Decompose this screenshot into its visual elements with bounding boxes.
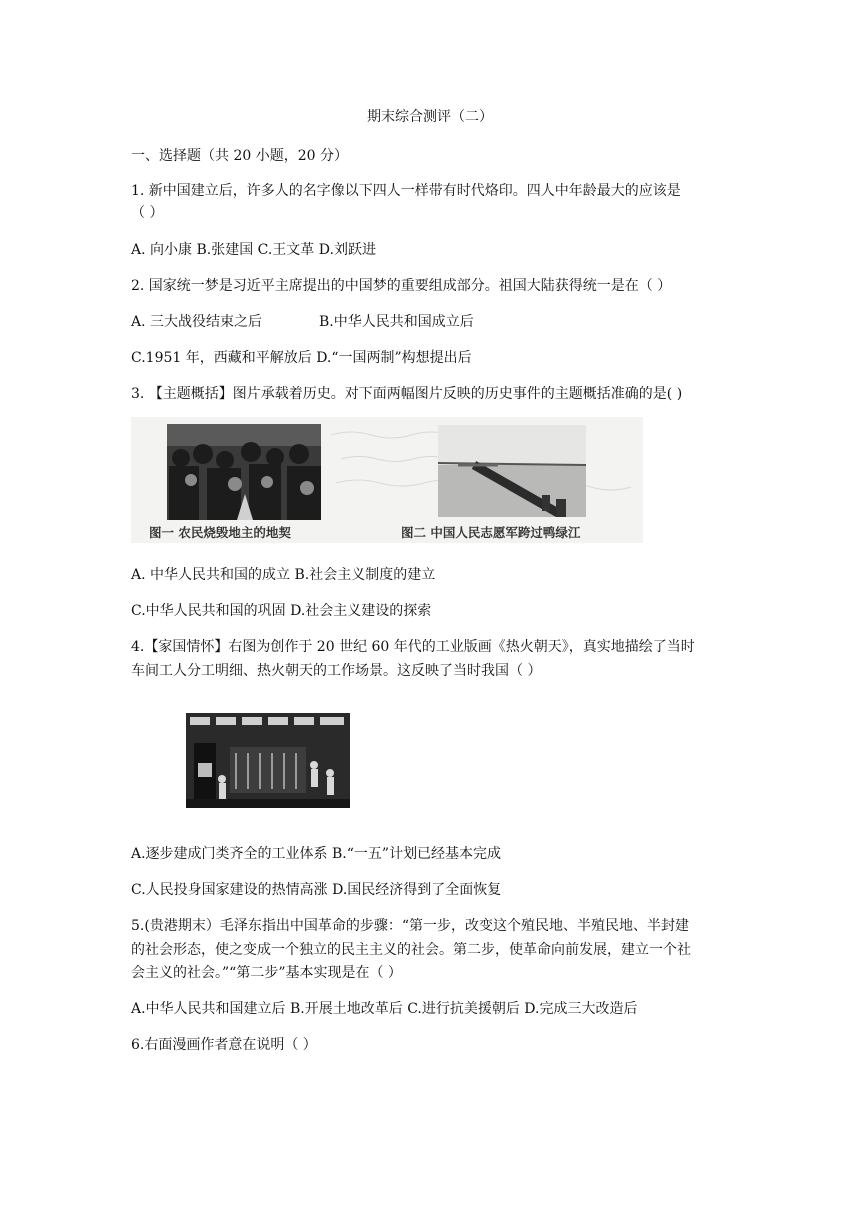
figure2-caption: 图二 中国人民志愿军跨过鸭绿江 <box>401 525 581 540</box>
q2-options-line2: C.1951 年，西藏和平解放后 D.“一国两制”构想提出后 <box>131 350 472 366</box>
q5-stem-line3: 会主义的社会。”“第二步”基本实现是在（ ） <box>131 965 402 981</box>
photo-volunteers-crossing-yalu <box>438 425 586 517</box>
woodcut-print-image <box>186 713 350 808</box>
q2-options-b: B.中华人民共和国成立后 <box>319 314 474 330</box>
q3-options-line1: A. 中华人民共和国的成立 B.社会主义制度的建立 <box>131 567 436 583</box>
q2-stem: 2. 国家统一梦是习近平主席提出的中国梦的重要组成部分。祖国大陆获得统一是在（ ） <box>131 278 672 294</box>
q5-options: A.中华人民共和国建立后 B.开展土地改革后 C.进行抗美援朝后 D.完成三大改造后 <box>131 1001 638 1017</box>
section-heading: 一、选择题（共 20 小题，20 分） <box>131 148 348 164</box>
q3-figure <box>131 417 643 543</box>
figure1-caption: 图一 农民烧毁地主的地契 <box>149 525 291 540</box>
q1-stem-line1: 1. 新中国建立后，许多人的名字像以下四人一样带有时代烙印。四人中年龄最大的应该是 <box>131 183 681 199</box>
q1-stem-line2: （ ） <box>131 205 164 221</box>
q1-options: A. 向小康 B.张建国 C.王文革 D.刘跃进 <box>131 242 376 258</box>
q5-stem-line2: 的社会形态，使之变成一个独立的民主主义的社会。第二步，使革命向前发展，建立一个社 <box>131 942 691 958</box>
q2-options-a: A. 三大战役结束之后 <box>131 314 263 330</box>
page-title: 期末综合测评（二） <box>367 109 493 125</box>
q4-options-line2: C.人民投身国家建设的热情高涨 D.国民经济得到了全面恢复 <box>131 882 502 898</box>
q4-stem-line1: 4.【家国情怀】右图为创作于 20 世纪 60 年代的工业版画《热火朝天》，真实地描绘了当时 <box>131 639 695 655</box>
q5-stem-line1: 5.(贵港期末）毛泽东指出中国革命的步骤：“第一步，改变这个殖民地、半殖民地、半封建 <box>131 918 689 934</box>
q3-stem: 3. 【主题概括】图片承载着历史。对下面两幅图片反映的历史事件的主题概括准确的是( ) <box>131 386 683 402</box>
q4-options-line1: A.逐步建成门类齐全的工业体系 B.“一五”计划已经基本完成 <box>131 846 502 862</box>
q3-options-line2: C.中华人民共和国的巩固 D.社会主义建设的探索 <box>131 603 432 619</box>
photo-peasants-burning-deeds <box>167 424 321 520</box>
q4-stem-line2: 车间工人分工明细、热火朝天的工作场景。这反映了当时我国（ ） <box>131 663 542 679</box>
factory-workers-illustration <box>186 713 350 808</box>
q6-stem: 6.右面漫画作者意在说明（ ） <box>131 1037 317 1053</box>
crowd-illustration <box>167 424 321 520</box>
river-bridge-illustration <box>438 425 586 517</box>
